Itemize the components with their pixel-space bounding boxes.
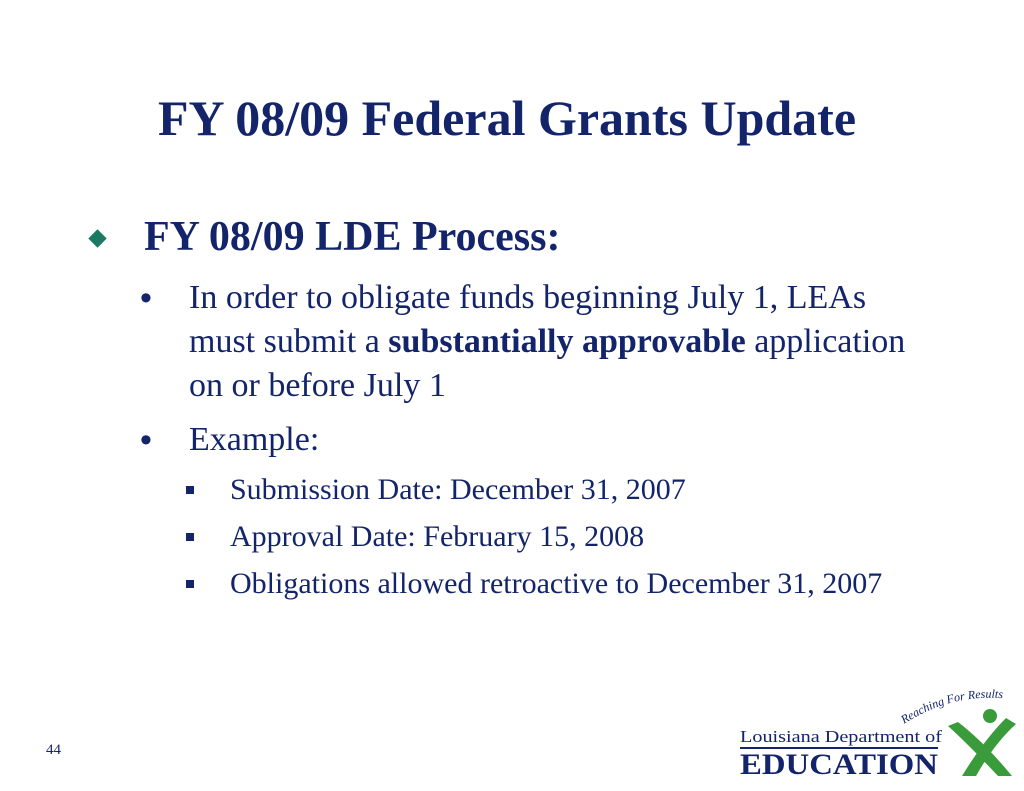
bullet-text: Example: [189,421,320,458]
logo-line2: EDUCATION [740,748,939,781]
square-bullet-icon [186,580,194,588]
square-bullet-icon [186,486,194,494]
bullet-dot-icon: • [140,421,152,459]
diamond-bullet-icon [88,229,106,247]
page-number: 44 [46,742,61,758]
sub-bullet-text: Approval Date: February 15, 2008 [230,520,645,553]
sub-bullet-text: Submission Date: December 31, 2007 [230,473,686,506]
slide-title: FY 08/09 Federal Grants Update [157,90,857,146]
bullet-text: In order to obligate funds beginning July 1, LEAs must submit a substantially approvable application on or before July 1 [189,279,906,404]
bold-phrase: substantially approvable [388,323,746,360]
sub-bullet-text: Obligations allowed retroactive to December 31, 2007 [230,567,883,600]
louisiana-doe-logo [736,686,1022,786]
logo-line1: Louisiana Department of [740,727,943,746]
heading-text: FY 08/09 LDE Process: [144,214,561,260]
bullet-dot-icon: • [140,279,152,317]
logo-tagline: Reaching For Results [898,686,1004,727]
x-mark-icon [948,709,1016,776]
square-bullet-icon [186,533,194,541]
